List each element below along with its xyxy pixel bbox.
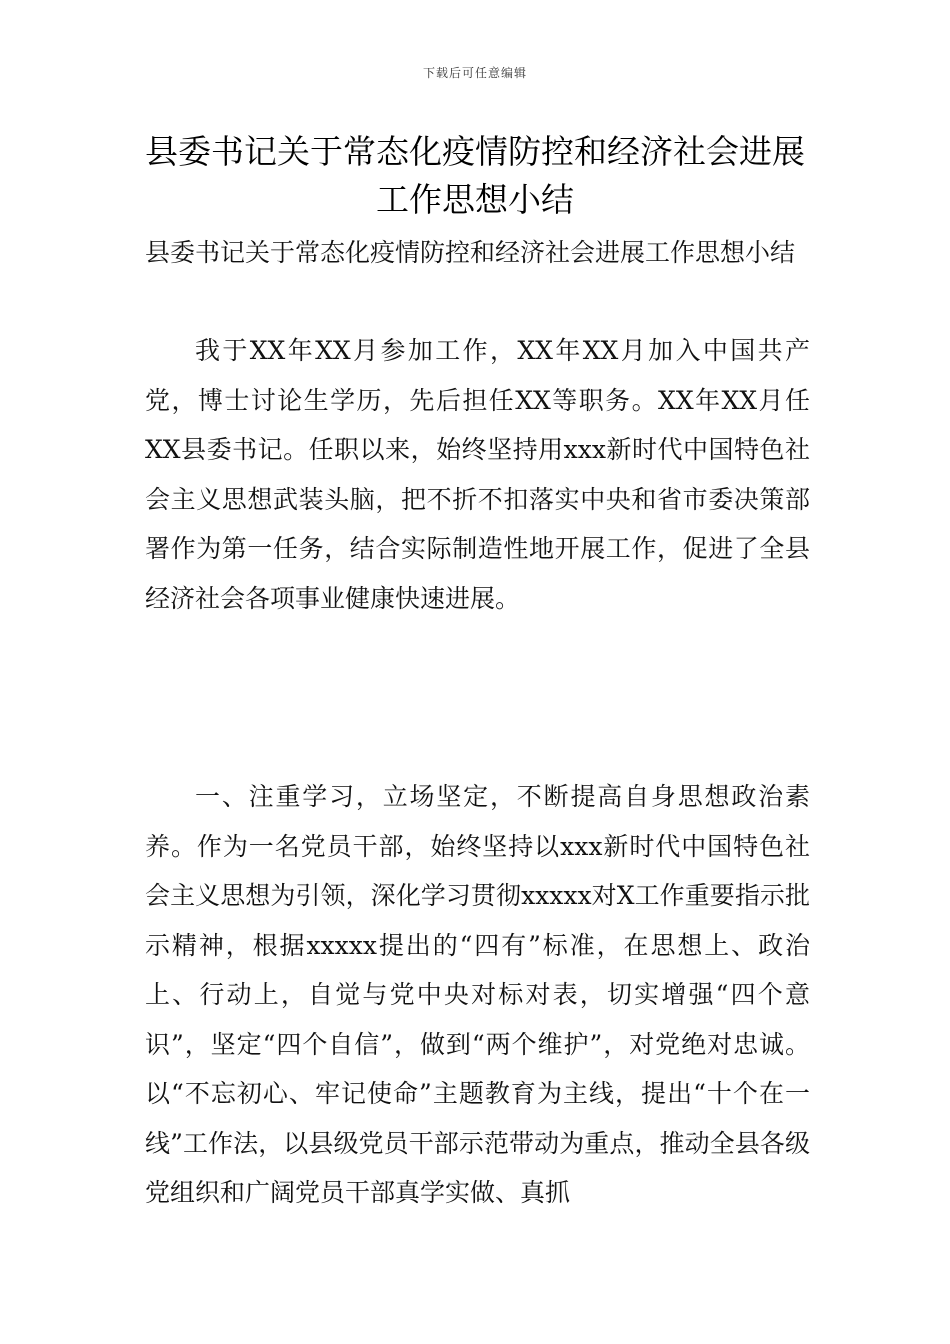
intro-paragraph: 我于XX年XX月参加工作，XX年XX月加入中国共产党，博士讨论生学历，先后担任XX等职务。XX年XX月任XX县委书记。任职以来，始终坚持用xxx新时代中国特色社会主义思想武装头脑，把不折不扣落实中央和省市委决策部署作为第一任务，结合实际制造性地开展工作，促进了全县经济社会各项事业健康快速进展。: [145, 336, 810, 613]
document-title: 县委书记关于常态化疫情防控和经济社会进展工作思想小结: [145, 132, 805, 219]
section-one-paragraph: 一、注重学习，立场坚定，不断提高自身思想政治素养。作为一名党员干部，始终坚持以xxx新时代中国特色社会主义思想为引领，深化学习贯彻xxxxx对X工作重要指示批示精神，根据xxxxx提出的“四有”标准，在思想上、政治上、行动上，自觉与党中央对标对表，切实增强“四个意识”，坚定“四个自信”，做到“两个维护”，对党绝对忠诚。以“不忘初心、牢记使命”主题教育为主线，提出“十个在一线”工作法，以县级党员干部示范带动为重点，推动全县各级党组织和广阔党员干部真学实做、真抓: [145, 782, 810, 1207]
header-note: 下载后可任意编辑: [422, 66, 527, 80]
document-subtitle: 县委书记关于常态化疫情防控和经济社会进展工作思想小结: [145, 238, 796, 267]
